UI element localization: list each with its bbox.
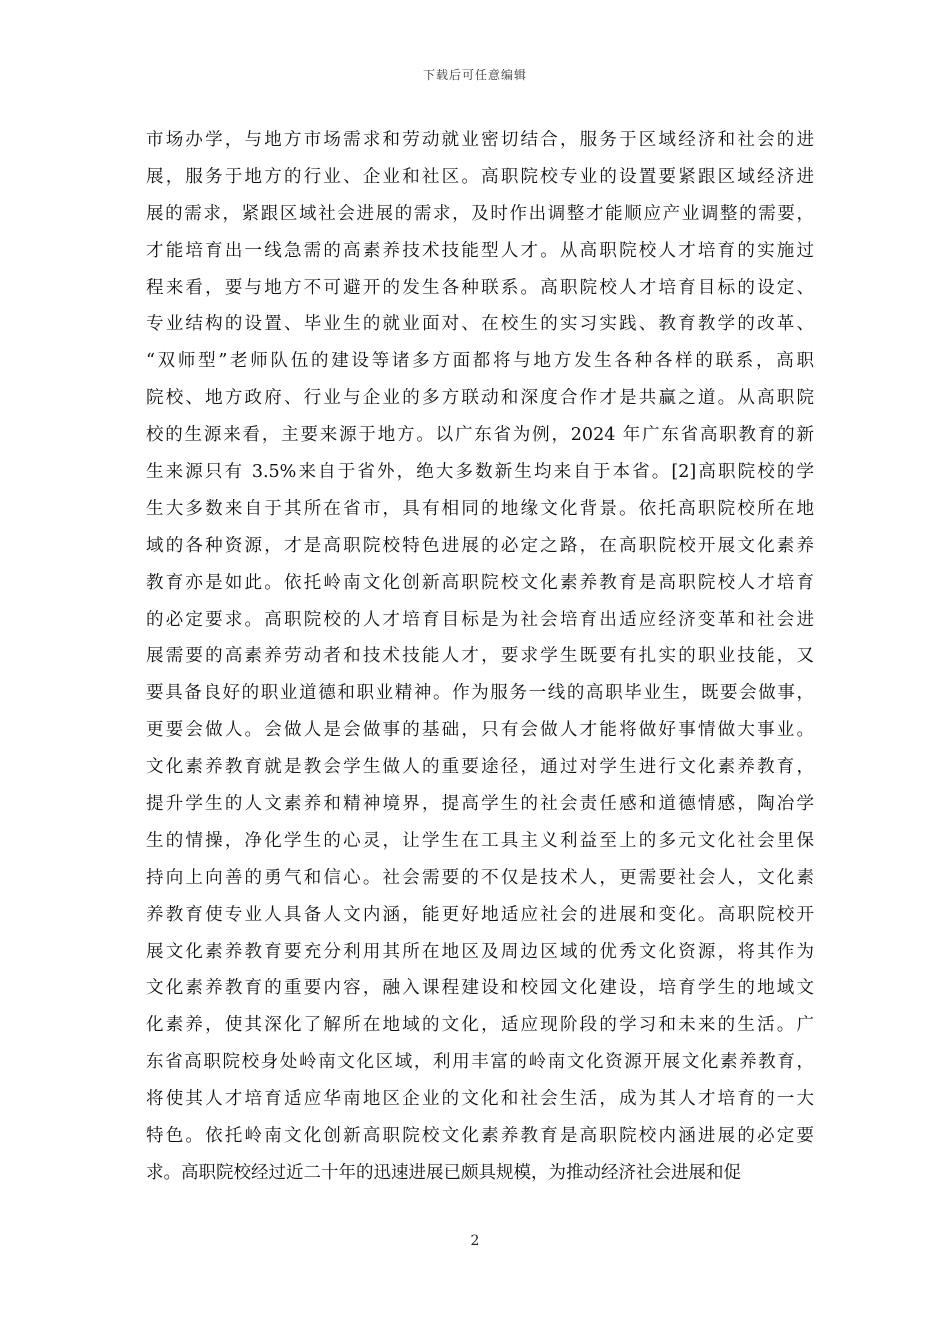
text-line: 院校、地方政府、行业与企业的多方联动和深度合作才是共赢之道。从高职院	[146, 388, 814, 409]
text-line: 教育亦是如此。依托岭南文化创新高职院校文化素养教育是高职院校人才培育	[146, 572, 814, 593]
text-line: 文化素养教育的重要内容，融入课程建设和校园文化建设，培育学生的地域文	[146, 978, 814, 999]
text-line: 展需要的高素养劳动者和技术技能人才，要求学生既要有扎实的职业技能，又	[146, 646, 814, 667]
text-line: 展的需求，紧跟区域社会进展的需求，及时作出调整才能顺应产业调整的需要，	[146, 203, 814, 224]
text-line: 要具备良好的职业道德和职业精神。作为服务一线的高职毕业生，既要会做事，	[146, 683, 814, 704]
text-line: 特色。依托岭南文化创新高职院校文化素养教育是高职院校内涵进展的必定要	[146, 1126, 814, 1147]
page-number: 2	[470, 1233, 480, 1249]
text-line: 校的生源来看，主要来源于地方。以广东省为例，2024 年广东省高职教育的新	[146, 425, 814, 446]
body-paragraph	[146, 122, 814, 1192]
text-line: 市场办学，与地方市场需求和劳动就业密切结合，服务于区域经济和社会的进	[146, 130, 814, 150]
text-line: 专业结构的设置、毕业生的就业面对、在校生的实习实践、教育教学的改革、	[146, 314, 814, 335]
text-line: 养教育使专业人具备人文内涵，能更好地适应社会的进展和变化。高职院校开	[146, 904, 814, 925]
text-line: 生的情操，净化学生的心灵，让学生在工具主义利益至上的多元文化社会里保	[146, 830, 814, 851]
text-line: 东省高职院校身处岭南文化区域，利用丰富的岭南文化资源开展文化素养教育，	[146, 1052, 814, 1073]
text-line: “双师型”老师队伍的建设等诸多方面都将与地方发生各种各样的联系，高职	[146, 351, 814, 372]
text-line: 求。高职院校经过近二十年的迅速进展已颇具规模，为推动经济社会进展和促	[146, 1162, 741, 1183]
text-line: 才能培育出一线急需的高素养技术技能型人才。从高职院校人才培育的实施过	[146, 240, 814, 261]
text-line: 提升学生的人文素养和精神境界，提高学生的社会责任感和道德情感，陶冶学	[146, 794, 814, 815]
text-line: 程来看，要与地方不可避开的发生各种联系。高职院校人才培育目标的设定、	[146, 277, 814, 298]
text-line: 生大多数来自于其所在省市，具有相同的地缘文化背景。依托高职院校所在地	[146, 498, 814, 519]
text-line: 更要会做人。会做人是会做事的基础，只有会做人才能将做好事情做大事业。	[146, 720, 814, 741]
text-line: 将使其人才培育适应华南地区企业的文化和社会生活，成为其人才培育的一大	[146, 1089, 814, 1110]
text-line: 生来源只有 3.5%来自于省外，绝大多数新生均来自于本省。[2]高职院校的学	[146, 462, 814, 483]
text-line: 文化素养教育就是教会学生做人的重要途径，通过对学生进行文化素养教育，	[146, 757, 814, 778]
page-header: 下载后可任意编辑	[422, 68, 527, 82]
text-line: 持向上向善的勇气和信心。社会需要的不仅是技术人，更需要社会人，文化素	[146, 867, 814, 888]
text-line: 展文化素养教育要充分利用其所在地区及周边区域的优秀文化资源，将其作为	[146, 941, 814, 962]
text-line: 展，服务于地方的行业、企业和社区。高职院校专业的设置要紧跟区域经济进	[146, 166, 814, 187]
text-line: 化素养，使其深化了解所在地域的文化，适应现阶段的学习和未来的生活。广	[146, 1015, 814, 1036]
text-line: 域的各种资源，才是高职院校特色进展的必定之路，在高职院校开展文化素养	[146, 535, 814, 556]
text-line: 的必定要求。高职院校的人才培育目标是为社会培育出适应经济变革和社会进	[146, 609, 814, 630]
